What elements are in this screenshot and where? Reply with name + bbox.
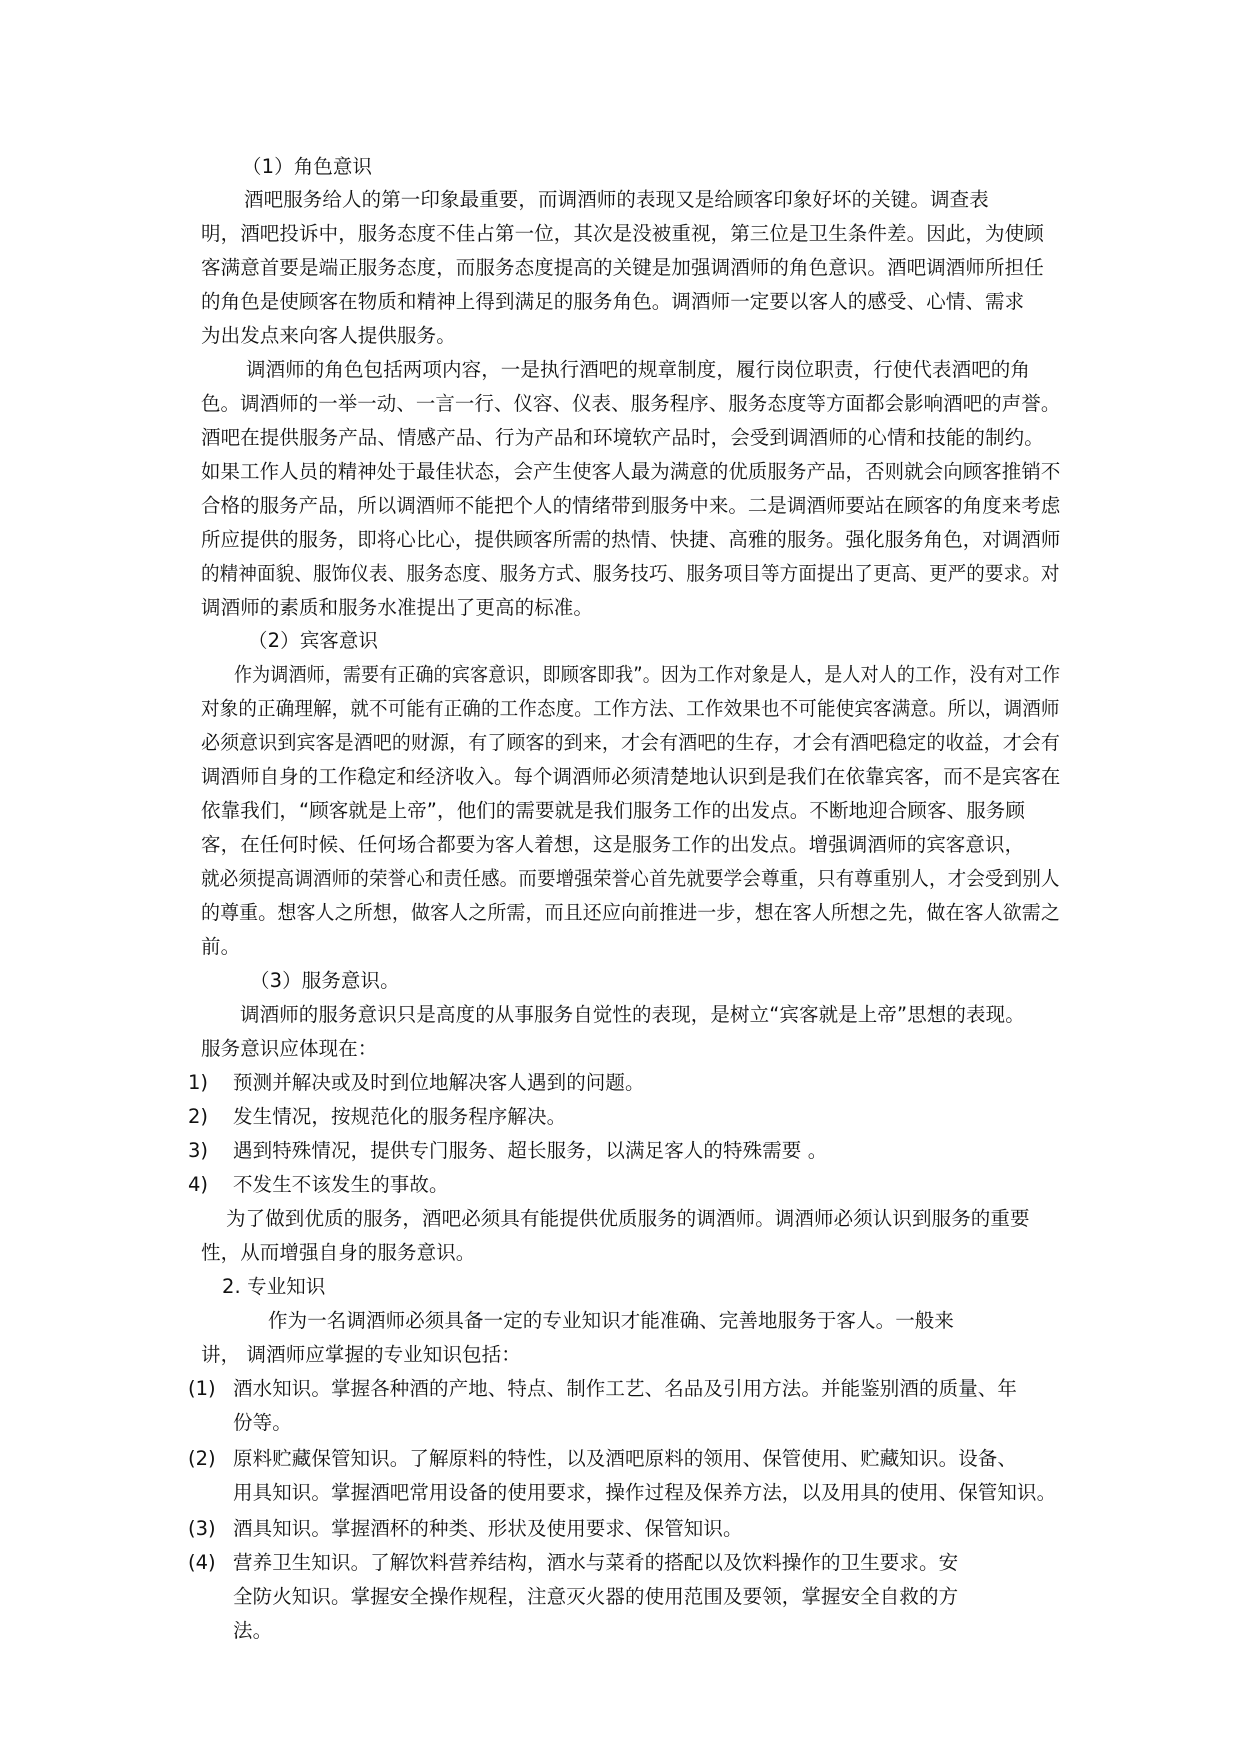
list-item: 营养卫生知识。了解饮料营养结构，酒水与菜肴的搭配以及饮料操作的卫生要求。安 [233, 1551, 959, 1574]
section-heading-role: （1）角色意识 [242, 155, 373, 178]
section-heading-service: （3）服务意识。 [250, 969, 400, 992]
list-item: 全防火知识。掌握安全操作规程，注意灭火器的使用范围及要领，掌握安全自救的方 [233, 1585, 959, 1608]
list-item: 酒水知识。掌握各种酒的产地、特点、制作工艺、名品及引用方法。并能鉴别酒的质量、年 [233, 1377, 1018, 1400]
paragraph-line: 作为一名调酒师必须具备一定的专业知识才能准确、完善地服务于客人。一般来 [268, 1309, 955, 1332]
paragraph-line: 对象的正确理解，就不可能有正确的工作态度。工作方法、工作效果也不可能使宾客满意。所以，调酒师 [201, 697, 1060, 720]
list-item: 发生情况，按规范化的服务程序解决。 [233, 1105, 567, 1128]
paragraph-line: 为了做到优质的服务，酒吧必须具有能提供优质服务的调酒师。调酒师必须认识到服务的重要 [226, 1207, 1030, 1230]
list-item-number: 4) [188, 1173, 209, 1196]
paragraph-line: 酒吧服务给人的第一印象最重要，而调酒师的表现又是给顾客印象好坏的关键。调查表 [244, 188, 989, 211]
section-heading-guest: （2）宾客意识 [248, 629, 379, 652]
list-item-number: 1) [188, 1071, 209, 1094]
paragraph-line: 合格的服务产品，所以调酒师不能把个人的情绪带到服务中来。二是调酒师要站在顾客的角度来考虑 [201, 494, 1061, 517]
list-item-number: (1) [188, 1377, 216, 1400]
paragraph-line: 的尊重。想客人之所想，做客人之所需，而且还应向前推进一步，想在客人所想之先，做在客人欲需之 [201, 901, 1060, 924]
paragraph-line: 就必须提高调酒师的荣誉心和责任感。而要增强荣誉心首先就要学会尊重，只有尊重别人，才会受到别人 [201, 867, 1060, 890]
list-item: 原料贮藏保管知识。了解原料的特性，以及酒吧原料的领用、保管使用、贮藏知识。设备、 [233, 1447, 1018, 1470]
paragraph-line: 色。调酒师的一举一动、一言一行、仪容、仪表、服务程序、服务态度等方面都会影响酒吧的声誉。 [201, 392, 1061, 415]
paragraph-line: 为出发点来向客人提供服务。 [201, 324, 456, 347]
paragraph-line: 必须意识到宾客是酒吧的财源，有了顾客的到来，才会有酒吧的生存，才会有酒吧稳定的收益，才会有 [201, 731, 1060, 754]
paragraph-line: 客满意首要是端正服务态度，而服务态度提高的关键是加强调酒师的角色意识。酒吧调酒师所担任 [201, 256, 1044, 279]
paragraph-line: 调酒师的角色包括两项内容，一是执行酒吧的规章制度，履行岗位职责，行使代表酒吧的角 [246, 358, 1031, 381]
list-item-number: 2) [188, 1105, 209, 1128]
list-item: 用具知识。掌握酒吧常用设备的使用要求，操作过程及保养方法，以及用具的使用、保管知识。 [233, 1481, 1057, 1504]
paragraph-line: 的角色是使顾客在物质和精神上得到满足的服务角色。调酒师一定要以客人的感受、心情、需求 [201, 290, 1025, 313]
paragraph-line: 调酒师自身的工作稳定和经济收入。每个调酒师必须清楚地认识到是我们在依靠宾客，而不是宾客在 [201, 765, 1061, 788]
list-item: 份等。 [233, 1411, 292, 1434]
paragraph-line: 性，从而增强自身的服务意识。 [201, 1241, 476, 1264]
paragraph-line: 调酒师的服务意识只是高度的从事服务自觉性的表现，是树立“宾客就是上帝”思想的表现。 [240, 1003, 1025, 1026]
paragraph-line: 前。 [201, 935, 241, 958]
paragraph-line: 讲， 调酒师应掌握的专业知识包括： [201, 1343, 521, 1366]
paragraph-line: 明，酒吧投诉中，服务态度不佳占第一位，其次是没被重视，第三位是卫生条件差。因此，为使顾 [201, 222, 1044, 245]
section-heading-knowledge: 2. 专业知识 [222, 1275, 326, 1298]
list-item-number: (4) [188, 1551, 216, 1574]
list-item: 法。 [233, 1619, 273, 1642]
paragraph-line: 依靠我们，“顾客就是上帝”，他们的需要就是我们服务工作的出发点。不断地迎合顾客、服务顾 [201, 799, 1026, 822]
list-item: 遇到特殊情况，提供专门服务、超长服务，以满足客人的特殊需要 。 [233, 1139, 828, 1162]
paragraph-line: 所应提供的服务，即将心比心，提供顾客所需的热情、快捷、高雅的服务。强化服务角色，对调酒师 [201, 528, 1061, 551]
list-item: 酒具知识。掌握酒杯的种类、形状及使用要求、保管知识。 [233, 1517, 743, 1540]
list-item: 预测并解决或及时到位地解决客人遇到的问题。 [233, 1071, 645, 1094]
paragraph-line: 酒吧在提供服务产品、情感产品、行为产品和环境软产品时，会受到调酒师的心情和技能的制约。 [201, 426, 1044, 449]
list-item-number: (3) [188, 1517, 216, 1540]
paragraph-line: 客，在任何时候、任何场合都要为客人着想，这是服务工作的出发点。增强调酒师的宾客意识， [201, 833, 1025, 856]
paragraph-line: 服务意识应体现在： [201, 1037, 378, 1060]
paragraph-line: 的精神面貌、服饰仪表、服务态度、服务方式、服务技巧、服务项目等方面提出了更高、更严的要求。对 [201, 562, 1060, 585]
list-item: 不发生不该发生的事故。 [233, 1173, 449, 1196]
list-item-number: 3) [188, 1139, 209, 1162]
list-item-number: (2) [188, 1447, 216, 1470]
paragraph-line: 调酒师的素质和服务水准提出了更高的标准。 [201, 596, 594, 619]
paragraph-line: 如果工作人员的精神处于最佳状态，会产生使客人最为满意的优质服务产品，否则就会向顾客推销不 [201, 460, 1061, 483]
paragraph-line: 作为调酒师，需要有正确的宾客意识，即顾客即我”。因为工作对象是人，是人对人的工作，没有对工作 [234, 663, 1061, 686]
